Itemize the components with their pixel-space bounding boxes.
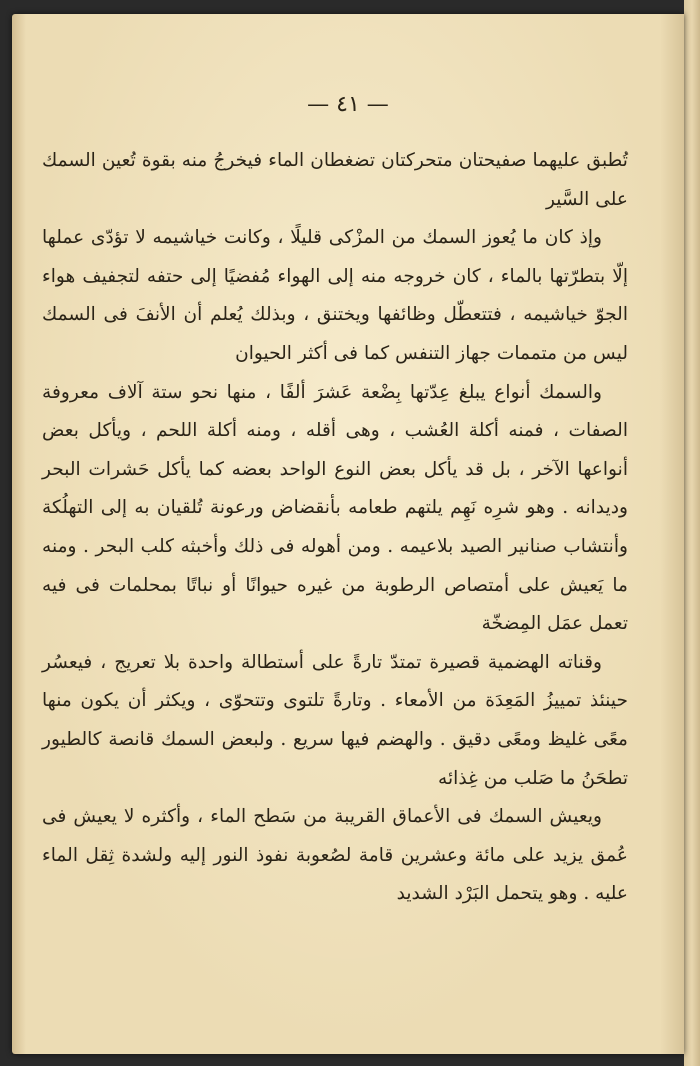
paragraph: تُطبق عليهما صفيحتان متحركتان تضغطان الماء فيخرجُ منه بقوة تُعين السمك على السَّير xyxy=(42,150,628,210)
page-body xyxy=(42,142,628,914)
book-page xyxy=(12,14,684,1054)
paragraph: وقناته الهضمية قصيرة تمتدّ تارةً على أستطالة واحدة بلا تعريج ، فيعسُر حينئذ تمييزُ المَعِدَة من الأمعاء . وتارةً تلتوى وتتحوّى ، ويكثر أن يكون منها معًى غليظ ومعًى دقيق . والهضم فيها سريع . ولبعض السمك قانصة كالطيور تطحَنُ ما صَلب من غِذائه xyxy=(42,651,628,789)
paragraph: ويعيش السمك فى الأعماق القريبة من سَطح الماء ، وأكثره لا يعيش فى عُمق يزيد على مائة وعشرين قامة لصُعوبة نفوذ النور إليه ولشدة ثِقل الماء عليه . وهو يتحمل البَرْد الشديد xyxy=(42,806,628,905)
paragraph: والسمك أنواع يبلغ عِدّتها بِضْعة عَشرَ ألفًا ، منها نحو ستة آلاف معروفة الصفات ، فمنه أكلة العُشب ، وهى أقله ، ومنه أكلة اللحم ، ويأكل بعض أنواعها الآخر ، بل قد يأكل بعض النوع الواحد بعضه كما يأكل حَشرات البحر وديدانه . وهو شرِه نَهِم يلتهم طعامه بأنقضاض ورعونة تُلقيان به إلى التهلُكة وأنتشاب صنانير الصيد بلاعيمه . ومن أهوله فى ذلك وأخبثه كلب البحر . ومنه ما يَعيش على أمتصاص الرطوبة من غيره حيوانًا أو نباتًا بمحلمات فى فيه تعمل عمَل المِضخّة xyxy=(42,381,628,635)
page-number: — ٤١ — xyxy=(307,92,389,117)
next-page-edge xyxy=(684,0,700,1066)
paragraph: وإذ كان ما يُعوز السمك من المزْكى قليلًا ، وكانت خياشيمه لا تؤدّى عملها إلّا بتطرّتها بالماء ، كان خروجه منه إلى الهواء مُفضيًا إلى حتفه لتجفيف هواء الجوّ خياشيمه ، فتتعطّل وظائفها ويختنق ، وبذلك يُعلم أن الأنفَ فى السمك ليس من متممات جهاز التنفس كما فى أكثر الحيوان xyxy=(42,227,628,364)
